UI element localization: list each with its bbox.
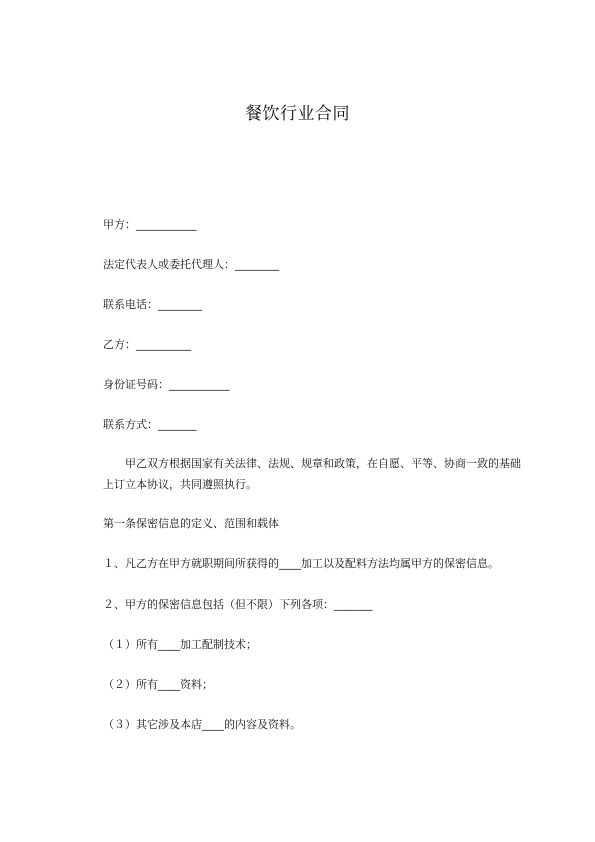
phone-field: 联系电话：________ [103, 298, 202, 311]
clause-2-item-3: （３）其它涉及本店____的内容及资料。 [103, 718, 301, 731]
document-title: 餐饮行业合同 [245, 104, 350, 124]
id-number-field: 身份证号码：___________ [103, 378, 230, 391]
legal-representative-field: 法定代表人或委托代理人：________ [103, 258, 279, 271]
clause-2-item-1: （１）所有____加工配制技术； [103, 638, 257, 651]
preamble-paragraph [103, 453, 523, 495]
clause-1: １、凡乙方在甲方就职期间所获得的____加工以及配料方法均属甲方的保密信息。 [103, 557, 499, 570]
party-a-field: 甲方：___________ [103, 218, 197, 231]
contact-field: 联系方式：_______ [103, 418, 197, 431]
clause-2: ２、甲方的保密信息包括（但不限）下列各项：_______ [103, 598, 373, 611]
article-1-heading: 第一条保密信息的定义、范围和载体 [103, 517, 279, 530]
party-b-field: 乙方：__________ [103, 338, 191, 351]
clause-2-item-2: （２）所有____资料； [103, 678, 213, 691]
preamble-text: 甲乙双方根据国家有关法律、法规、规章和政策，在自愿、平等、协商一致的基础上订立本协议，共同遵照执行。 [103, 457, 521, 491]
